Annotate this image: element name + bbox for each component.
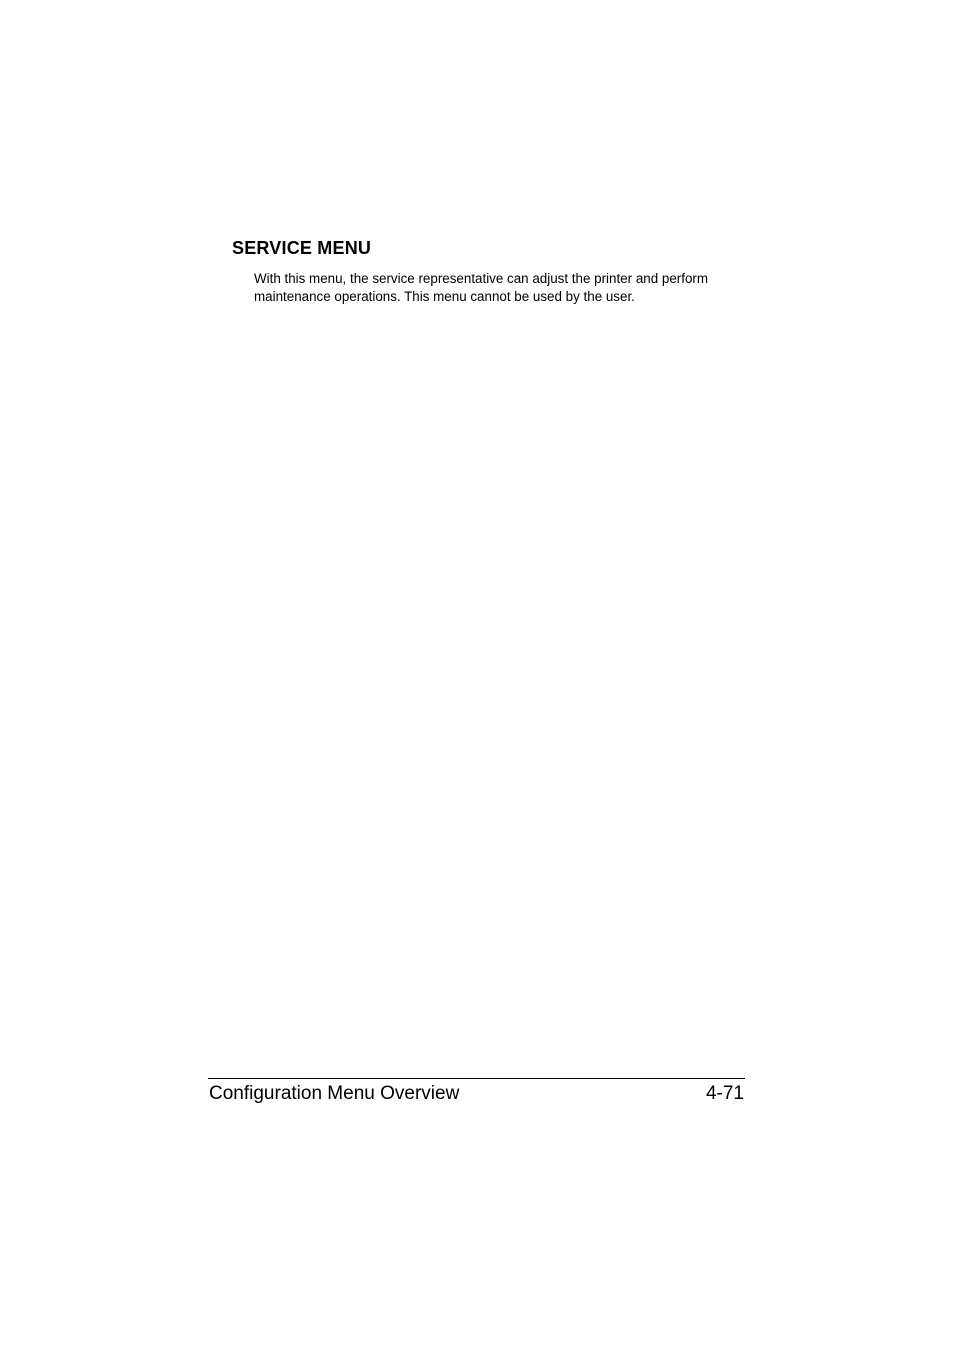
footer-title: Configuration Menu Overview [209,1083,460,1104]
section-body [254,270,754,306]
section-body-line: With this menu, the service representative can adjust the printer and perform [254,271,709,286]
page-number: 4-71 [705,1083,744,1104]
section-body-line: maintenance operations. This menu cannot be used by the user. [254,289,635,304]
section-heading: SERVICE MENU [232,238,372,258]
footer-divider [208,1078,745,1079]
